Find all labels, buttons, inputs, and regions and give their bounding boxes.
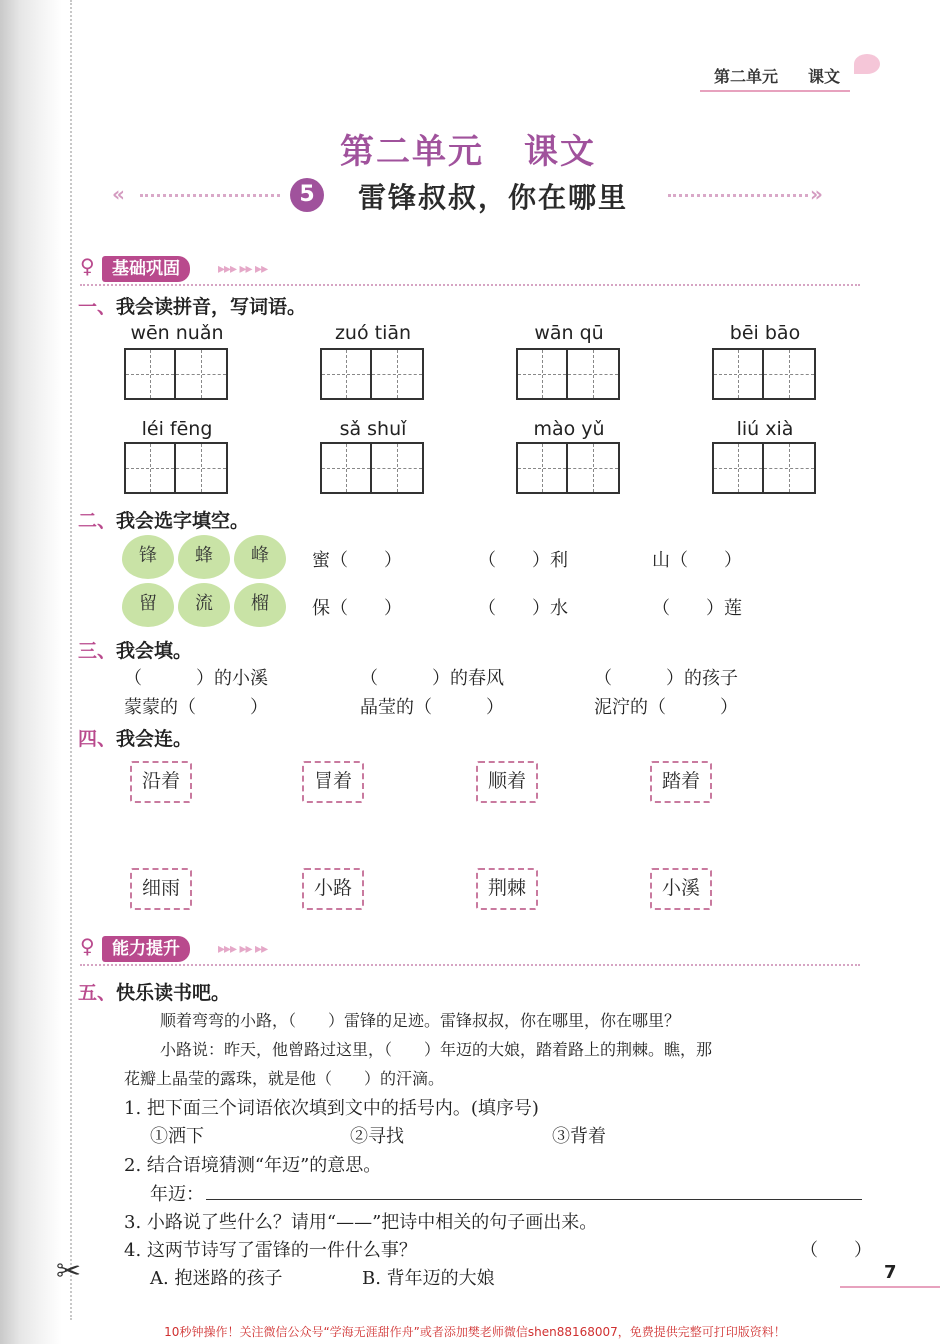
- question-1-heading: 一、我会读拼音，写词语。: [78, 296, 307, 318]
- pinyin-2: zuó tiān: [334, 322, 412, 344]
- header-section-label: 课文: [808, 67, 841, 86]
- pinyin-4: bēi bāo: [729, 322, 801, 344]
- passage-line-2: 小路说：昨天，他曾路过这里，（ ）年迈的大娘，踏着路上的荆棘。瞧，那: [160, 1040, 713, 1059]
- girl-icon: ♀: [80, 934, 95, 958]
- fill-blank[interactable]: 晶莹的（ ）: [360, 697, 504, 718]
- match-word-top[interactable]: 冒着: [302, 761, 364, 803]
- match-word-bottom[interactable]: 小路: [302, 868, 364, 910]
- question-2-heading: 二、我会选字填空。: [78, 510, 250, 532]
- page-number-underline: [840, 1286, 940, 1288]
- option: B. 背年迈的大娘: [362, 1268, 495, 1289]
- passage-line-3: 花瓣上晶莹的露珠，就是他（ ）的汗滴。: [124, 1069, 445, 1088]
- question-5-heading: 五、快乐读书吧。: [78, 982, 231, 1004]
- footer-notice: 10秒钟操作！关注微信公众号“学海无涯甜作舟”或者添加樊老师微信shen88168007，免费提供完整可打印版资料！: [164, 1325, 786, 1339]
- match-word-bottom[interactable]: 荆棘: [476, 868, 538, 910]
- fill-blank[interactable]: 保（ ）: [312, 598, 402, 619]
- pinyin-7: mào yǔ: [533, 418, 605, 440]
- sub-question-2: 2. 结合语境猜测“年迈”的意思。: [124, 1155, 382, 1176]
- margin-dotted-line: [70, 0, 72, 1320]
- pinyin-5: léi fēng: [141, 418, 213, 440]
- sub-question-1: 1. 把下面三个词语依次填到文中的括号内。(填序号): [124, 1098, 539, 1119]
- fill-blank[interactable]: 蒙蒙的（ ）: [124, 697, 268, 718]
- heart-char-feng3: 峰: [234, 535, 286, 579]
- fill-blank[interactable]: （ ）的孩子: [594, 668, 738, 689]
- lesson-title: 雷锋叔叔，你在哪里: [358, 181, 629, 214]
- heart-char-liu3: 榴: [234, 583, 286, 627]
- petal-decoration: [854, 54, 880, 74]
- writing-grid-2[interactable]: [320, 348, 424, 400]
- section-rule: [80, 964, 860, 966]
- writing-grid-5[interactable]: [124, 442, 228, 494]
- option: ②寻找: [350, 1126, 404, 1147]
- pinyin-3: wān qū: [534, 322, 604, 344]
- match-word-top[interactable]: 沿着: [130, 761, 192, 803]
- option: ①洒下: [150, 1126, 204, 1147]
- fill-blank[interactable]: 蜜（ ）: [312, 550, 402, 571]
- page-binding-shadow: [0, 0, 62, 1344]
- heart-char-liu2: 流: [178, 583, 230, 627]
- heart-char-feng1: 锋: [122, 535, 174, 579]
- writing-grid-1[interactable]: [124, 348, 228, 400]
- match-word-bottom[interactable]: 小溪: [650, 868, 712, 910]
- pinyin-1: wēn nuǎn: [130, 322, 224, 344]
- answer-label: 年迈：: [150, 1184, 204, 1205]
- writing-grid-3[interactable]: [516, 348, 620, 400]
- match-word-bottom[interactable]: 细雨: [130, 868, 192, 910]
- fill-blank[interactable]: （ ）莲: [652, 598, 742, 619]
- heart-char-liu1: 留: [122, 583, 174, 627]
- pinyin-6: sǎ shuǐ: [339, 418, 407, 440]
- writing-grid-4[interactable]: [712, 348, 816, 400]
- passage-line-1: 顺着弯弯的小路，（ ）雷锋的足迹。雷锋叔叔，你在哪里，你在哪里？: [160, 1011, 681, 1030]
- left-dotted-rule: [140, 194, 280, 197]
- option: ③背着: [552, 1126, 606, 1147]
- fill-blank[interactable]: （ ）利: [478, 550, 568, 571]
- answer-line[interactable]: [206, 1199, 862, 1200]
- fill-blank[interactable]: 山（ ）: [652, 550, 742, 571]
- section-banner-basic: 基础巩固: [102, 256, 190, 282]
- question-4-heading: 四、我会连。: [78, 728, 193, 750]
- sub-question-4: 4. 这两节诗写了雷锋的一件什么事？: [124, 1240, 417, 1261]
- fill-blank[interactable]: （ ）的小溪: [124, 668, 268, 689]
- sub-question-3: 3. 小路说了些什么？请用“——”把诗中相关的句子画出来。: [124, 1212, 598, 1233]
- match-word-top[interactable]: 顺着: [476, 761, 538, 803]
- writing-grid-7[interactable]: [516, 442, 620, 494]
- fill-blank[interactable]: 泥泞的（ ）: [594, 697, 738, 718]
- pinyin-8: liú xià: [736, 418, 794, 440]
- writing-grid-8[interactable]: [712, 442, 816, 494]
- lesson-number-badge: 5: [290, 178, 324, 212]
- left-chevron-icon: «: [112, 182, 122, 206]
- page-number: 7: [884, 1262, 897, 1283]
- right-dotted-rule: [668, 194, 808, 197]
- answer-bracket[interactable]: （ ）: [800, 1240, 872, 1261]
- right-chevron-icon: »: [810, 182, 820, 206]
- header-unit-label: 第二单元: [714, 67, 779, 86]
- fill-blank[interactable]: （ ）的春风: [360, 668, 504, 689]
- writing-grid-6[interactable]: [320, 442, 424, 494]
- arrows-decoration: ▸▸▸ ▸▸ ▸▸: [218, 261, 268, 277]
- scissors-icon: ✂: [56, 1254, 82, 1289]
- match-word-top[interactable]: 踏着: [650, 761, 712, 803]
- heart-char-feng2: 蜂: [178, 535, 230, 579]
- unit-title: 第二单元 课文: [340, 132, 596, 172]
- section-banner-ability: 能力提升: [102, 936, 190, 962]
- header-underline: [700, 90, 850, 92]
- girl-icon: ♀: [80, 254, 95, 278]
- section-rule: [80, 284, 860, 286]
- option: A. 抱迷路的孩子: [150, 1268, 283, 1289]
- arrows-decoration: ▸▸▸ ▸▸ ▸▸: [218, 941, 268, 957]
- question-3-heading: 三、我会填。: [78, 640, 193, 662]
- fill-blank[interactable]: （ ）水: [478, 598, 568, 619]
